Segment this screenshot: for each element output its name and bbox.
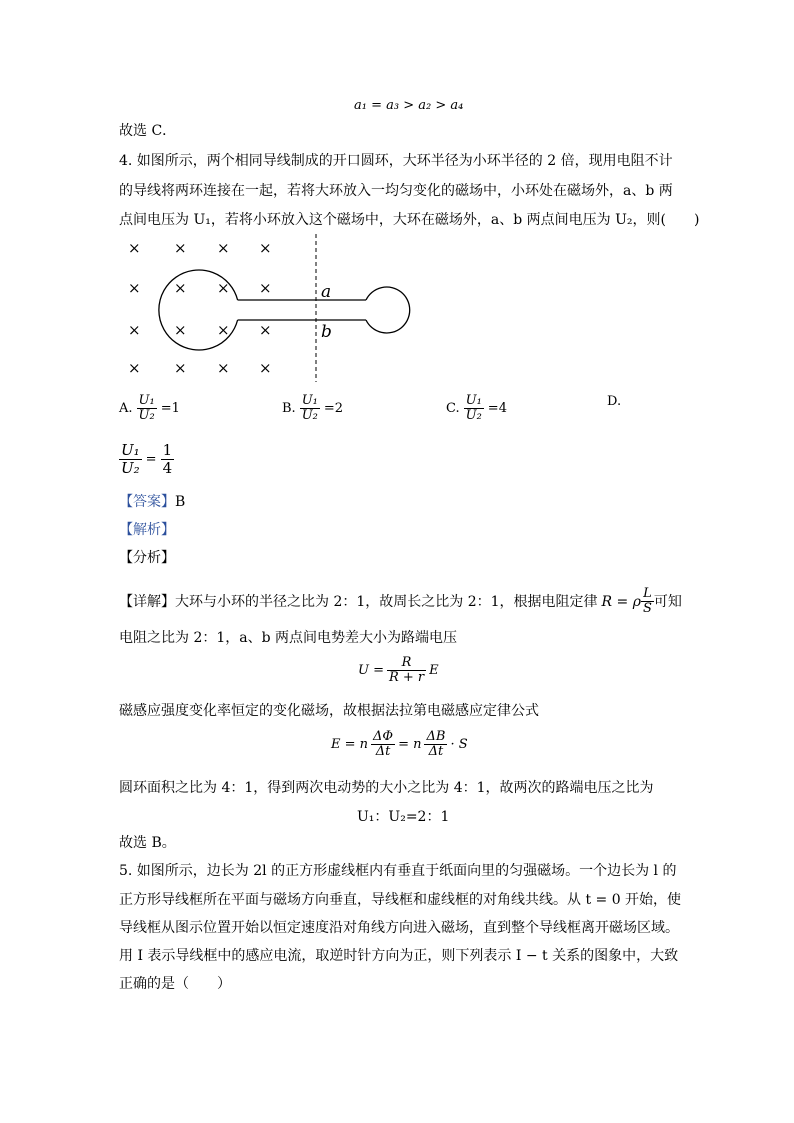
small-ring bbox=[366, 287, 410, 333]
detail-line-4: 圆环面积之比为 4：1，得到两次电动势的大小之比为 4：1，故两次的路端电压之比为 bbox=[119, 780, 654, 796]
equals-sign: = bbox=[145, 452, 157, 467]
cross-mark: × bbox=[259, 359, 272, 377]
cross-mark: × bbox=[217, 321, 230, 339]
q5-line-5: 正确的是（ ） bbox=[119, 976, 231, 992]
detail-text-end: 可知 bbox=[653, 593, 682, 610]
cross-mark: × bbox=[217, 239, 230, 257]
ratio-fraction: $\frac{\text{U₁}}{\text{U₂}}$ bbox=[465, 393, 482, 423]
option-a[interactable] bbox=[119, 394, 180, 423]
law-lhs: R = ρ bbox=[601, 593, 641, 610]
q5-line-1: 5. 如图所示，边长为 2l 的正方形虚线框内有垂直于纸面向里的匀强磁场。一个边长为 l 的 bbox=[119, 863, 677, 879]
cross-mark: × bbox=[174, 359, 187, 377]
cross-mark: × bbox=[217, 279, 230, 297]
option-letter: B. bbox=[282, 401, 296, 416]
option-d-formula bbox=[119, 442, 174, 477]
cross-mark: × bbox=[259, 279, 272, 297]
cross-mark: × bbox=[128, 239, 141, 257]
answer-tag: 【答案】 bbox=[119, 494, 175, 510]
q4-line-3: 点间电压为 U₁，若将小环放入这个磁场中，大环在磁场外，a、b 两点间电压为 U₂，则( ) bbox=[119, 212, 700, 228]
label-a: a bbox=[321, 282, 332, 302]
detail-conclusion: 故选 B。 bbox=[119, 835, 176, 851]
q4-line-1: 4. 如图所示，两个相同导线制成的开口圆环，大环半径为小环半径的 2 倍，现用电阻不计 bbox=[119, 153, 673, 169]
detail-text: 大环与小环的半径之比为 2：1，故周长之比为 2：1，根据电阻定律 bbox=[175, 593, 598, 610]
q4-line-2: 的导线将两环连接在一起，若将大环放入一均匀变化的磁场中，小环处在磁场外，a、b 两 bbox=[119, 183, 673, 199]
equation-voltage: U = $\frac{R}{R + r}$ E bbox=[358, 655, 439, 685]
answer-value: B bbox=[175, 494, 186, 510]
option-letter: D. bbox=[607, 394, 622, 409]
answer-line bbox=[119, 492, 185, 512]
cross-mark: × bbox=[128, 359, 141, 377]
ratio-result: U₁：U₂=2：1 bbox=[357, 809, 450, 825]
detail-line-3: 磁感应强度变化率恒定的变化磁场，故根据法拉第电磁感应定律公式 bbox=[119, 703, 539, 719]
option-letter: A. bbox=[119, 401, 133, 416]
cross-mark: × bbox=[259, 239, 272, 257]
prev-relation: a₁ = a₃ > a₂ > a₄ bbox=[354, 98, 464, 113]
label-b: b bbox=[321, 322, 332, 342]
option-d[interactable] bbox=[607, 394, 621, 409]
ratio-fraction: $\frac{\text{U₁}}{\text{U₂}}$ bbox=[301, 393, 318, 423]
cross-mark: × bbox=[128, 279, 141, 297]
option-b[interactable] bbox=[282, 394, 343, 423]
cross-mark: × bbox=[174, 279, 187, 297]
option-value: =4 bbox=[487, 401, 507, 416]
value-fraction: $\frac{1}{4}$ bbox=[162, 441, 173, 477]
cross-mark: × bbox=[174, 321, 187, 339]
cross-mark: × bbox=[259, 321, 272, 339]
q5-line-2: 正方形导线框所在平面与磁场方向垂直，导线框和虚线框的对角线共线。从 t = 0 开始，使 bbox=[119, 892, 682, 908]
option-value: =2 bbox=[323, 401, 344, 416]
fenxi-tag: 【分析】 bbox=[119, 550, 175, 566]
option-letter: C. bbox=[446, 401, 460, 416]
cross-mark: × bbox=[217, 359, 230, 377]
cross-mark: × bbox=[128, 321, 141, 339]
prev-conclusion: 故选 C． bbox=[119, 123, 177, 139]
detail-tag: 【详解】 bbox=[119, 593, 175, 610]
magnetic-field-crosses bbox=[128, 239, 272, 377]
option-c[interactable] bbox=[446, 394, 507, 423]
ratio-fraction: $\frac{\text{U₁}}{\text{U₂}}$ bbox=[121, 441, 140, 477]
q4-figure bbox=[119, 234, 429, 384]
detail-line-1 bbox=[119, 587, 682, 616]
law-fraction: $\frac{L}{S}$ bbox=[642, 586, 652, 616]
equation-emf: E = n $\frac{\Delta\Phi}{\Delta t}$ = n $\frac{\Delta B}{\Delta t}$ · S bbox=[331, 729, 468, 759]
eq2-fraction-1: $\frac{\Delta\Phi}{\Delta t}$ bbox=[373, 729, 394, 759]
q5-line-4: 用 I 表示导线框中的感应电流，取逆时针方向为正，则下列表示 I − t 关系的图象中，大致 bbox=[119, 948, 679, 964]
q5-line-3: 导线框从图示位置开始以恒定速度沿对角线方向进入磁场，直到整个导线框离开磁场区域。 bbox=[119, 920, 679, 936]
ratio-fraction: $\frac{\text{U₁}}{\text{U₂}}$ bbox=[138, 393, 155, 423]
detail-line-2: 电阻之比为 2：1，a、b 两点间电势差大小为路端电压 bbox=[119, 630, 458, 646]
analysis-tag: 【解析】 bbox=[119, 522, 175, 538]
option-value: =1 bbox=[160, 401, 180, 416]
cross-mark: × bbox=[174, 239, 187, 257]
eq1-fraction: $\frac{R}{R + r}$ bbox=[388, 655, 425, 685]
eq2-fraction-2: $\frac{\Delta B}{\Delta t}$ bbox=[426, 729, 446, 759]
